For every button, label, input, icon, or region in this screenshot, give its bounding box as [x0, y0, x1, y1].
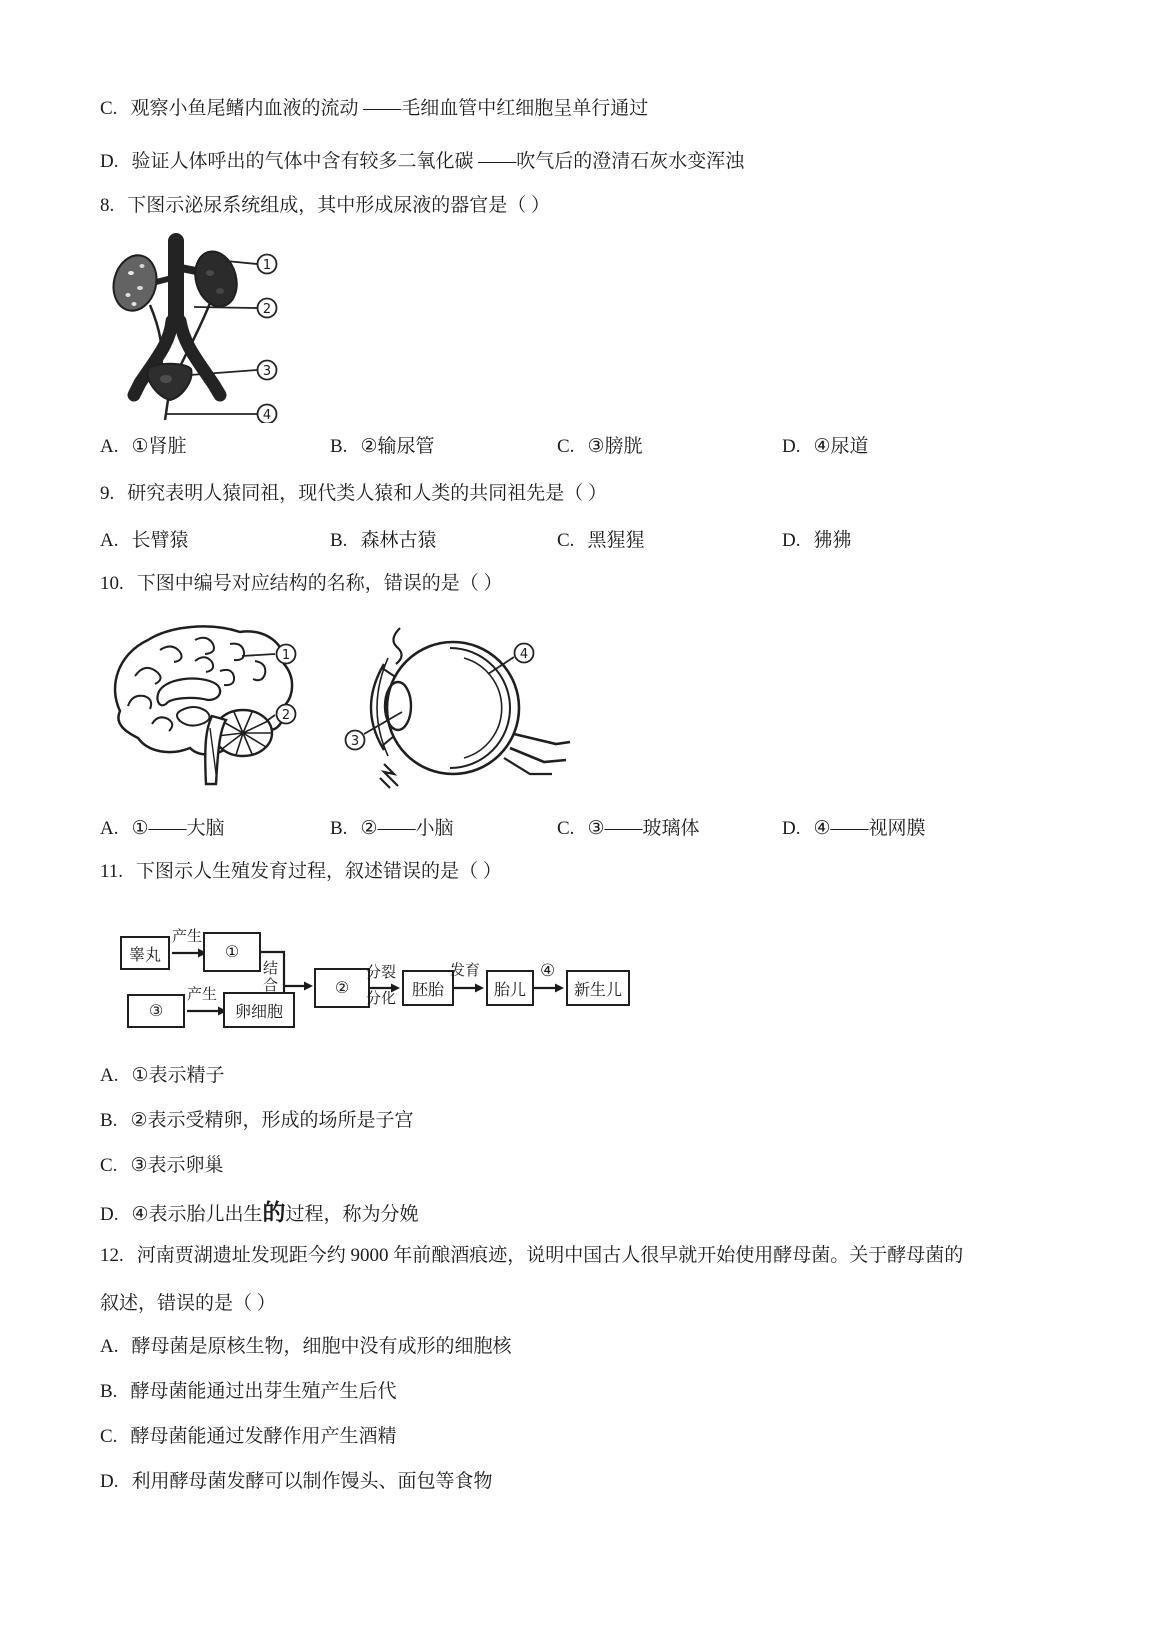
question-number: 12.	[100, 1245, 124, 1266]
option-text: 利用酵母菌发酵可以制作馒头、面包等食物	[131, 1471, 493, 1492]
flow-box-1: ①	[203, 932, 261, 972]
figure-label-4: 4	[262, 408, 272, 423]
option-label: B.	[100, 1381, 118, 1402]
option-text: 长臂猿	[131, 530, 189, 551]
flow-box-testis: 睾丸	[120, 936, 170, 970]
option-label: D.	[782, 436, 801, 457]
option-label: D.	[100, 1204, 119, 1225]
figure-label-2: 2	[262, 302, 272, 317]
q8-option-a	[100, 431, 187, 458]
option-text-bold: 的	[262, 1200, 286, 1225]
q12-option-c	[100, 1421, 396, 1448]
option-label: D.	[100, 151, 119, 172]
option-label: C.	[100, 1426, 118, 1447]
q9-stem	[100, 478, 607, 505]
option-label: B.	[330, 436, 348, 457]
option-label: C.	[557, 818, 575, 839]
q8-stem	[100, 190, 550, 217]
option-label: C.	[557, 530, 575, 551]
option-text: ③表示卵巢	[130, 1155, 224, 1176]
option-label: B.	[330, 530, 348, 551]
brain-figure	[100, 616, 310, 794]
option-text: ③膀胱	[587, 436, 643, 457]
figure-label-3: 3	[350, 734, 360, 749]
option-label: B.	[100, 1110, 118, 1131]
q10-option-c	[557, 813, 699, 840]
option-text: 酵母菌是原核生物，细胞中没有成形的细胞核	[131, 1336, 512, 1357]
option-text: 观察小鱼尾鳍内血液的流动 ——毛细血管中红细胞呈单行通过	[130, 98, 649, 119]
flow-label-4: ④	[540, 961, 556, 980]
q11-option-a	[100, 1060, 225, 1087]
flow-box-newborn: 新生儿	[566, 970, 630, 1006]
option-label: A.	[100, 1336, 119, 1357]
flow-label-merge: 结合	[261, 960, 277, 994]
option-text: 过程，称为分娩	[285, 1204, 419, 1225]
q12-option-a	[100, 1331, 512, 1358]
q9-option-c	[557, 525, 644, 552]
figure-label-4: 4	[519, 647, 529, 662]
question-text: 下图中编号对应结构的名称，错误的是（ ）	[136, 573, 503, 594]
q9-option-d	[782, 525, 852, 552]
flow-box-egg: 卵细胞	[223, 992, 295, 1028]
option-label: A.	[100, 1065, 119, 1086]
q12-stem-line2	[100, 1288, 276, 1315]
q8-option-c	[557, 431, 642, 458]
question-text: 叙述，错误的是（ ）	[100, 1293, 276, 1314]
option-label: C.	[557, 436, 575, 457]
q10-option-d	[782, 813, 926, 840]
question-number: 10.	[100, 573, 124, 594]
option-text: ②——小脑	[360, 818, 454, 839]
q8-option-d	[782, 431, 869, 458]
option-text: 酵母菌能通过出芽生殖产生后代	[130, 1381, 397, 1402]
flow-box-2: ②	[314, 968, 370, 1008]
option-label: B.	[330, 818, 348, 839]
q7-option-d	[100, 146, 744, 173]
option-text: ①肾脏	[131, 436, 187, 457]
option-text: ③——玻璃体	[587, 818, 700, 839]
option-text: ④尿道	[813, 436, 869, 457]
question-text: 下图示泌尿系统组成，其中形成尿液的器官是（ ）	[127, 195, 551, 216]
question-number: 9.	[100, 483, 115, 504]
option-label: D.	[782, 530, 801, 551]
question-number: 8.	[100, 195, 115, 216]
question-text: 研究表明人猿同祖，现代类人猿和人类的共同祖先是（ ）	[127, 483, 608, 504]
eye-figure	[338, 616, 573, 801]
flow-label-differentiate: 分化	[366, 991, 397, 1007]
figure-label-1: 1	[262, 258, 272, 273]
option-text: ②表示受精卵，形成的场所是子宫	[130, 1110, 414, 1131]
q10-option-b	[330, 813, 453, 840]
q9-option-a	[100, 525, 189, 552]
flow-label-produce-bottom: 产生	[187, 987, 218, 1003]
option-text: ④表示胎儿出生	[131, 1204, 263, 1225]
q11-option-c	[100, 1150, 223, 1177]
question-text: 下图示人生殖发育过程，叙述错误的是（ ）	[136, 861, 502, 882]
option-text: ①——大脑	[131, 818, 225, 839]
option-text: 森林古猿	[360, 530, 437, 551]
q8-option-b	[330, 431, 434, 458]
option-text: 酵母菌能通过发酵作用产生酒精	[130, 1426, 397, 1447]
flow-label-split: 分裂	[366, 965, 397, 981]
option-label: C.	[100, 1155, 118, 1176]
option-text: ②输尿管	[360, 436, 435, 457]
figure-label-1: 1	[281, 648, 291, 663]
option-label: D.	[100, 1471, 119, 1492]
q12-stem-line1	[100, 1240, 963, 1267]
q9-option-b	[330, 525, 436, 552]
flow-box-3: ③	[127, 994, 185, 1028]
option-text: ①表示精子	[131, 1065, 225, 1086]
q7-option-c	[100, 93, 648, 120]
option-text: ④——视网膜	[813, 818, 926, 839]
option-label: A.	[100, 530, 119, 551]
figure-label-3: 3	[262, 364, 272, 379]
option-label: A.	[100, 436, 119, 457]
q11-stem	[100, 856, 502, 883]
flow-box-embryo: 胚胎	[402, 970, 454, 1006]
q12-option-d	[100, 1466, 493, 1493]
reproduction-flowchart	[100, 928, 640, 1040]
option-label: D.	[782, 818, 801, 839]
option-label: A.	[100, 818, 119, 839]
flow-label-produce-top: 产生	[172, 929, 203, 945]
q12-option-b	[100, 1376, 396, 1403]
figure-label-2: 2	[281, 708, 291, 723]
option-text: 验证人体呼出的气体中含有较多二氧化碳 ——吹气后的澄清石灰水变浑浊	[131, 151, 745, 172]
flow-label-develop: 发育	[450, 963, 481, 979]
q10-stem	[100, 568, 503, 595]
flow-box-fetus: 胎儿	[486, 970, 534, 1006]
q11-option-d	[100, 1194, 419, 1227]
q10-option-a	[100, 813, 225, 840]
question-number: 11.	[100, 861, 124, 882]
option-text: 黑猩猩	[587, 530, 645, 551]
q11-option-b	[100, 1105, 413, 1132]
question-text: 河南贾湖遗址发现距今约 9000 年前酿酒痕迹，说明中国古人很早就开始使用酵母菌。关于酵母菌的	[136, 1245, 964, 1266]
option-text: 狒狒	[813, 530, 852, 551]
urinary-system-figure	[98, 233, 398, 423]
option-label: C.	[100, 98, 118, 119]
